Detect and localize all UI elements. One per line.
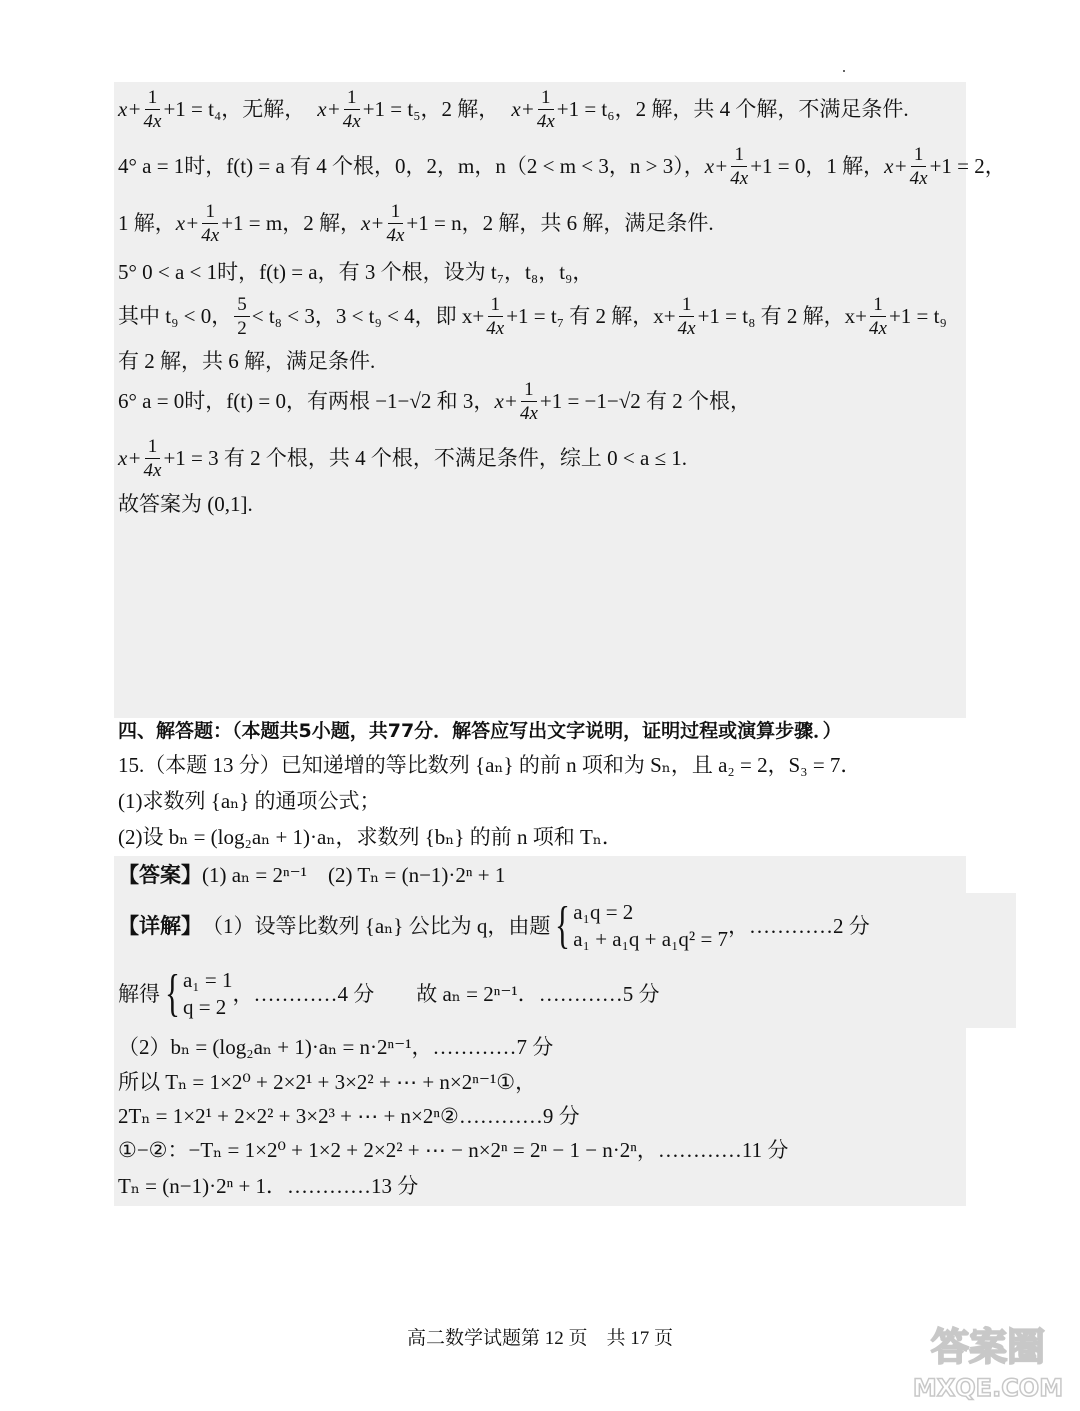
fraction: $\frac{1}{4x}$: [677, 294, 696, 339]
page-footer: 高二数学试题第 12 页 共 17 页: [406, 1328, 673, 1349]
text: +1 = −1−√2 有 2 个根，: [539, 389, 752, 413]
text: 有 2 解，共 6 解，满足条件.: [118, 349, 376, 373]
equation-system: { a₁ = 1 q = 2: [164, 965, 233, 1022]
expr: x+: [118, 97, 142, 121]
fraction: $\frac{1}{4x}$: [486, 294, 505, 339]
speck: [843, 70, 845, 72]
solution-line-7: [118, 380, 751, 423]
fraction: $\frac{1}{4x}$: [386, 201, 405, 246]
detail-line-1: [118, 897, 870, 954]
solution-line-9: [118, 494, 253, 515]
text: +1 = m，2 解，: [221, 211, 361, 235]
text: 1 解，: [118, 211, 176, 235]
fraction: $\frac{1}{4x}$: [143, 87, 162, 132]
fraction: $\frac{1}{4x}$: [519, 379, 538, 424]
expr: x+: [175, 211, 200, 235]
text: < t₈ < 3，3 < t₉ < 4，即 x+: [251, 304, 485, 328]
solution-line-5: [118, 295, 947, 338]
question-15-part-2: (2)设 bₙ = (log₂aₙ + 1)·aₙ，求数列 {bₙ} 的前 n 项和 Tₙ．: [118, 825, 623, 849]
fraction: $\frac{1}{4x}$: [730, 144, 749, 189]
text: +1 = 0，1 解，: [750, 154, 885, 178]
solution-line-2: [118, 145, 1006, 188]
watermark-logo: [903, 1318, 1073, 1403]
detail-line-2: [118, 965, 660, 1022]
text: 解得: [118, 981, 160, 1006]
question-15-part-1: (1)求数列 {aₙ} 的通项公式；: [118, 789, 381, 813]
text: +1 = 3 有 2 个根，共 4 个根，不满足条件，综上 0 < a ≤ 1.: [163, 446, 688, 470]
text: 5° 0 < a < 1时，f(t) = a，有 3 个根，设为 t₇，t₈，t₉，: [118, 260, 594, 284]
fraction: $\frac{5}{2}$: [234, 295, 250, 338]
text: 6° a = 0时，f(t) = 0，有两根 −1−√2 和 3，: [118, 389, 495, 413]
fraction: $\frac{1}{4x}$: [201, 201, 220, 246]
solution-line-4: [118, 262, 593, 283]
question-15: 15.（本题 13 分）已知递增的等比数列 {aₙ} 的前 n 项和为 Sₙ，且 a₂ = 2，S₃ = 7．: [118, 753, 862, 777]
text: （1）设等比数列 {aₙ} 公比为 q，由题: [202, 913, 551, 938]
fraction: $\frac{1}{4x}$: [143, 436, 162, 481]
section-heading: 四、解答题：（本题共5小题，共77分．解答应写出文字说明，证明过程或演算步骤．）: [118, 720, 842, 742]
svg-text:答案圈: 答案圈: [930, 1325, 1046, 1369]
detail-line-3: （2）bₙ = (log₂aₙ + 1)·aₙ = n·2ⁿ⁻¹，…………7 分: [118, 1035, 554, 1059]
answer-text: (1) aₙ = 2ⁿ⁻¹ (2) Tₙ = (n−1)·2ⁿ + 1: [202, 863, 506, 887]
text: +1 = t₆，2 解，共 4 个解，不满足条件.: [556, 97, 909, 121]
fraction: $\frac{1}{4x}$: [869, 294, 887, 339]
text: +1 = t₄，无解，: [163, 97, 306, 121]
solution-line-8: [118, 437, 687, 480]
answer-line: [118, 865, 505, 886]
fraction: $\frac{1}{4x}$: [909, 144, 928, 189]
expr: x+: [884, 154, 908, 178]
text: +1 = t₇ 有 2 解，x+: [506, 304, 676, 328]
answer-label: 【答案】: [118, 863, 202, 887]
expr: x+: [511, 97, 535, 121]
expr: x+: [704, 154, 729, 178]
text: +1 = t₈ 有 2 解，x+: [697, 304, 868, 328]
text: +1 = t₉: [888, 304, 947, 328]
detail-label: 【详解】: [118, 913, 202, 938]
text: 4° a = 1时，f(t) = a 有 4 个根，0，2，m，n（2 < m < 3，n > 3），: [118, 154, 705, 178]
detail-line-4: 所以 Tₙ = 1×2⁰ + 2×2¹ + 3×2² + ⋯ + n×2ⁿ⁻¹①，: [118, 1070, 537, 1094]
expr: x+: [494, 389, 518, 413]
solution-line-1: [118, 88, 909, 131]
fraction: $\frac{1}{4x}$: [536, 87, 555, 132]
expr: x+: [317, 97, 341, 121]
fraction: $\frac{1}{4x}$: [342, 87, 361, 132]
text: ，…………2 分: [728, 913, 870, 938]
solution-line-3: [118, 202, 714, 245]
svg-text:MXQE.COM: MXQE.COM: [912, 1374, 1064, 1402]
text: ，…………4 分 故 aₙ = 2ⁿ⁻¹．…………5 分: [232, 981, 660, 1006]
solution-line-6: [118, 351, 375, 372]
equation-system: { a₁q = 2 a₁ + a₁q + a₁q² = 7: [555, 897, 729, 954]
text: +1 = n，2 解，共 6 解，满足条件.: [406, 211, 714, 235]
text: 故答案为 (0,1].: [118, 492, 253, 516]
detail-line-7: Tₙ = (n−1)·2ⁿ + 1．…………13 分: [118, 1174, 419, 1198]
text: 其中 t₉ < 0，: [118, 304, 233, 328]
text: +1 = 2，: [929, 154, 1006, 178]
text: +1 = t₅，2 解，: [362, 97, 500, 121]
expr: x+: [118, 446, 142, 470]
detail-line-6: ①−②：−Tₙ = 1×2⁰ + 1×2 + 2×2² + ⋯ − n×2ⁿ = 2ⁿ − 1 − n·2ⁿ，…………11 分: [118, 1138, 789, 1162]
detail-line-5: 2Tₙ = 1×2¹ + 2×2² + 3×2³ + ⋯ + n×2ⁿ②…………9 分: [118, 1104, 580, 1128]
answer-panel-extension: [966, 893, 1016, 1028]
expr: x+: [360, 211, 385, 235]
